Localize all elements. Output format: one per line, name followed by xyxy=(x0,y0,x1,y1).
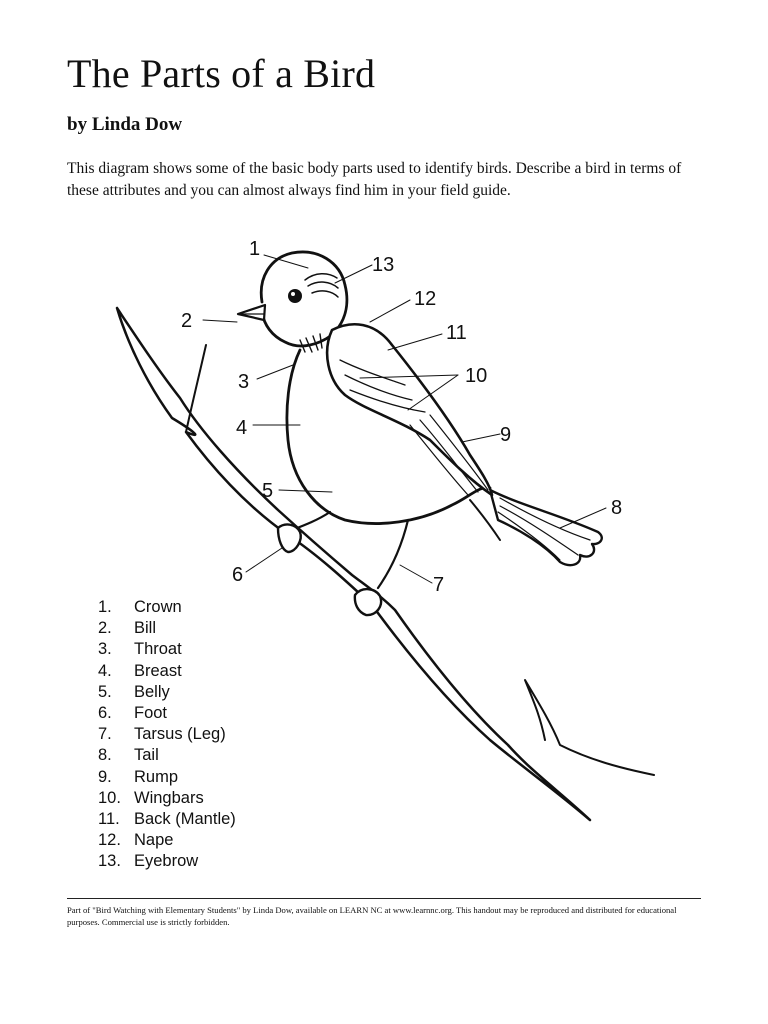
legend-label: Belly xyxy=(134,682,170,701)
callout-number: 3 xyxy=(238,371,250,393)
legend-item xyxy=(98,745,236,766)
callout-number: 7 xyxy=(433,574,445,596)
callout-number: 1 xyxy=(249,238,261,260)
callout-number: 5 xyxy=(262,480,274,502)
legend-index: 4. xyxy=(98,661,112,680)
legend-index: 3. xyxy=(98,640,112,659)
intro-paragraph: This diagram shows some of the basic body parts used to identify birds. Describe a bird in terms of these attributes and you can almost always find him in your field guide. xyxy=(67,160,682,199)
legend-item xyxy=(98,851,236,872)
callout-number: 4 xyxy=(236,417,248,439)
legend-item xyxy=(98,724,236,745)
byline: by Linda Dow xyxy=(67,114,183,135)
callout-number: 6 xyxy=(232,564,244,586)
legend-item xyxy=(98,703,236,724)
legend-index: 11. xyxy=(98,810,120,829)
legend-index: 13. xyxy=(98,852,121,871)
branch-upper-twig xyxy=(186,345,206,432)
bird-eye xyxy=(288,289,302,303)
legend-label: Tarsus (Leg) xyxy=(134,725,226,744)
legend-label: Foot xyxy=(134,704,168,723)
footer-note: Part of "Bird Watching with Elementary Students" by Linda Dow, available on LEARN NC at www.learnnc.org. This handout may be reproduced and distributed for educational purposes. Commercial use is strictly forbidden. xyxy=(67,905,677,927)
footer-divider xyxy=(67,898,701,899)
callout-number: 13 xyxy=(372,254,395,276)
legend-item xyxy=(98,767,236,788)
parts-legend xyxy=(98,597,236,873)
callout-number: 10 xyxy=(465,365,488,387)
page-title: The Parts of a Bird xyxy=(67,51,376,96)
legend-item xyxy=(98,830,236,851)
callout-number: 12 xyxy=(414,288,437,310)
legend-index: 1. xyxy=(98,598,112,616)
legend-label: Eyebrow xyxy=(134,852,199,871)
legend-item xyxy=(98,597,236,618)
legend-index: 6. xyxy=(98,704,112,723)
legend-label: Breast xyxy=(134,661,182,680)
legend-item xyxy=(98,809,236,830)
callout-number: 9 xyxy=(500,424,512,446)
legend-index: 10. xyxy=(98,788,121,807)
legend-item xyxy=(98,639,236,660)
legend-item xyxy=(98,618,236,639)
legend-index: 2. xyxy=(98,619,112,638)
legend-index: 7. xyxy=(98,725,112,744)
legend-label: Bill xyxy=(134,619,157,638)
callout-number: 8 xyxy=(611,497,623,519)
legend-item xyxy=(98,788,236,809)
callout-number: 11 xyxy=(446,322,467,344)
legend-label: Back (Mantle) xyxy=(134,810,236,829)
legend-index: 8. xyxy=(98,746,112,765)
branch-lower-twig xyxy=(525,680,654,775)
legend-item xyxy=(98,682,236,703)
legend-item xyxy=(98,661,236,682)
callout-number: 2 xyxy=(181,310,193,332)
legend-index: 9. xyxy=(98,767,112,786)
bird-bill xyxy=(238,305,265,320)
bird-right-leg xyxy=(378,520,408,588)
legend-index: 12. xyxy=(98,831,121,850)
legend-label: Wingbars xyxy=(134,788,204,807)
legend-index: 5. xyxy=(98,682,112,701)
legend-label: Crown xyxy=(134,598,182,616)
legend-label: Nape xyxy=(134,831,174,850)
legend-label: Tail xyxy=(134,746,159,765)
legend-label: Rump xyxy=(134,767,179,786)
legend-label: Throat xyxy=(134,640,182,659)
